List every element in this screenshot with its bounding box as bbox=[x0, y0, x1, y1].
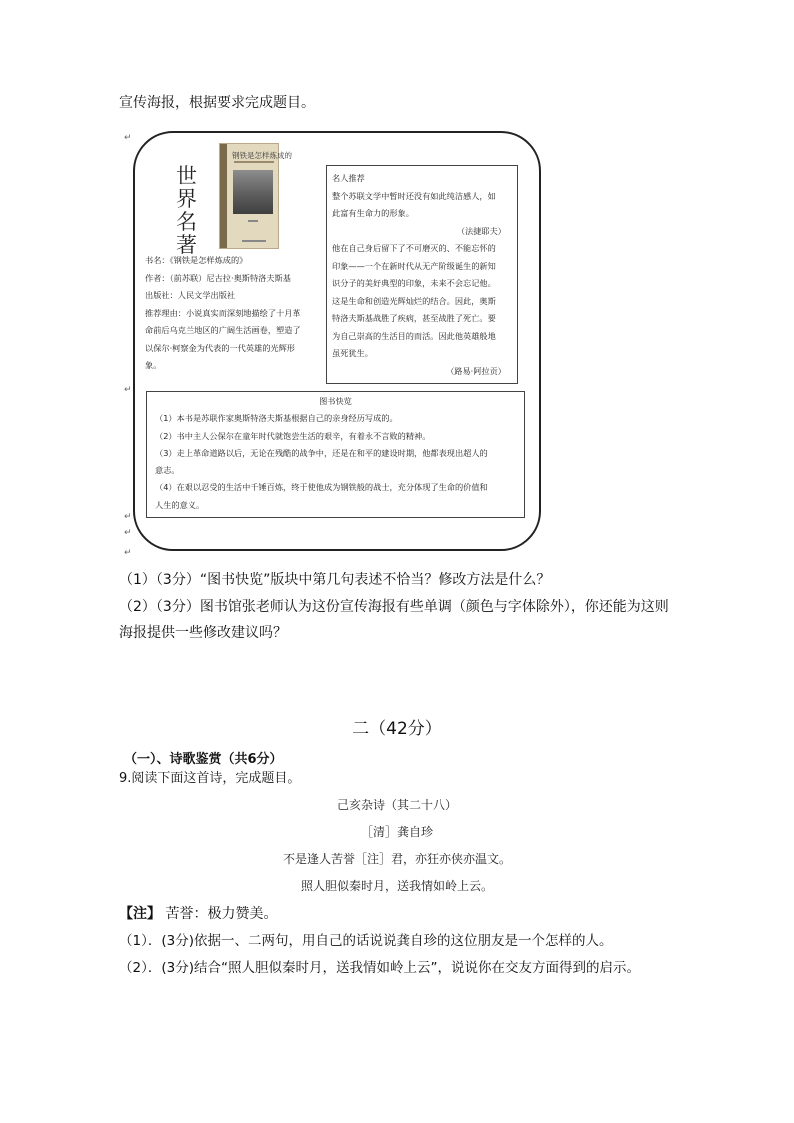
question-line: （1）．(3分)依据一、二两句，用自己的话说说龚自珍的这位朋友是一个怎样的人。 bbox=[119, 933, 613, 949]
recommend-line: 为自己崇高的生活目的而活。因此他英雄般地 bbox=[332, 330, 496, 341]
recommend-line: 印象——一个在新时代从无产阶级诞生的新知 bbox=[332, 260, 496, 271]
recommend-line: 特洛夫斯基战胜了疾病，甚至战胜了死亡。要 bbox=[332, 313, 496, 323]
cover-publisher-bar bbox=[242, 240, 266, 242]
cover-spine bbox=[220, 144, 227, 248]
edge-mark: ↵ bbox=[124, 385, 132, 395]
question-line: （2）．(3分)结合“照人胆似秦时月，送我情如岭上云”，说说你在交友方面得到的启示。 bbox=[119, 960, 640, 976]
recommend-source: （法捷耶夫） bbox=[456, 225, 506, 236]
question-line: 海报提供一些修改建议吗？ bbox=[119, 625, 287, 641]
recommend-line: 识分子的美好典型的印象，未来不会忘记他。 bbox=[332, 278, 496, 288]
book-cover-image bbox=[219, 143, 292, 249]
recommend-source: （路易·阿拉贡） bbox=[446, 365, 506, 376]
recommend-line: 这是生命和创造光辉灿烂的结合。因此，奥斯 bbox=[332, 295, 496, 306]
recommend-heading: 名人推荐 bbox=[332, 173, 365, 183]
recommend-line: 虽死犹生。 bbox=[332, 348, 373, 358]
book-info-line: 命前后乌克兰地区的广阔生活画卷，塑造了 bbox=[145, 325, 301, 335]
recommend-box bbox=[326, 165, 518, 384]
edge-mark: ↵ bbox=[124, 528, 132, 538]
poem-line: 不是逢人苦誉［注］君，亦狂亦侠亦温文。 bbox=[282, 852, 511, 866]
note-label: 【注】 bbox=[119, 906, 161, 922]
news-line: （4）在艰以忍受的生活中千锤百炼，终于使他成为钢铁般的战士，充分体现了生命的价值和 bbox=[155, 482, 488, 493]
news-line: （3）走上革命道路以后，无论在残酷的战争中，还是在和平的建设时期，他都表现出超人的 bbox=[155, 447, 488, 458]
question-line: （1）（3分）“图书快览”版块中第几句表述不恰当？修改方法是什么？ bbox=[119, 572, 551, 588]
section-title: 二（42分） bbox=[352, 719, 442, 739]
news-line: 人生的意义。 bbox=[155, 499, 205, 510]
book-info-line: 书名：《钢铁是怎样炼成的》 bbox=[145, 255, 248, 265]
subsection-heading: （一）、诗歌鉴赏（共6分） bbox=[124, 752, 283, 767]
edge-mark: ↵ bbox=[124, 512, 132, 522]
edge-mark: ↵ bbox=[124, 133, 132, 143]
recommend-line: 整个苏联文学中暂时还没有如此纯洁感人，如 bbox=[332, 190, 496, 201]
book-info-line: 推荐理由：小说真实而深刻地描绘了十月革 bbox=[145, 307, 301, 318]
news-line: （1）本书是苏联作家奥斯特洛夫斯基根据自己的亲身经历写成的。 bbox=[155, 413, 398, 424]
book-info-line: 出版社：人民文学出版社 bbox=[145, 290, 236, 300]
news-box bbox=[146, 391, 525, 518]
poem-note bbox=[119, 903, 277, 923]
book-info bbox=[145, 252, 320, 375]
recommend-line: 他在自己身后留下了不可磨灭的、不能忘怀的 bbox=[332, 243, 496, 253]
news-heading: 图书快览 bbox=[319, 396, 352, 406]
cover-title: 钢铁是怎样炼成的 bbox=[232, 151, 292, 160]
book-info-line: 作者：（前苏联）尼古拉·奥斯特洛夫斯基 bbox=[145, 272, 291, 283]
question-line: （2）（3分）图书馆张老师认为这份宣传海报有些单调（颜色与字体除外），你还能为这则 bbox=[119, 599, 669, 615]
poem-author: ［清］龚自珍 bbox=[360, 825, 433, 839]
book-info-line: 象。 bbox=[145, 360, 162, 370]
poem-line: 照人胆似秦时月，送我情如岭上云。 bbox=[300, 879, 493, 893]
book-info-line: 以保尔·柯察金为代表的一代英雄的光辉形 bbox=[145, 342, 295, 353]
cover-subtitle-bar bbox=[234, 161, 274, 163]
cover-author-bar bbox=[248, 220, 258, 222]
intro-text: 宣传海报，根据要求完成题目。 bbox=[119, 95, 315, 111]
recommend-line: 此富有生命力的形象。 bbox=[332, 208, 414, 218]
news-line: （2）书中主人公保尔在童年时代就饱尝生活的艰辛，有着永不言败的精神。 bbox=[155, 430, 431, 441]
poster-vertical-title: 世界名著 bbox=[176, 164, 198, 257]
cover-photo bbox=[233, 170, 273, 214]
edge-mark: ↵ bbox=[124, 548, 132, 558]
question-stem: 9.阅读下面这首诗，完成题目。 bbox=[119, 771, 301, 786]
note-text: 苦誉：极力赞美。 bbox=[161, 906, 278, 922]
poem-title: 己亥杂诗（其二十八） bbox=[336, 798, 457, 812]
news-line: 意志。 bbox=[155, 465, 180, 476]
